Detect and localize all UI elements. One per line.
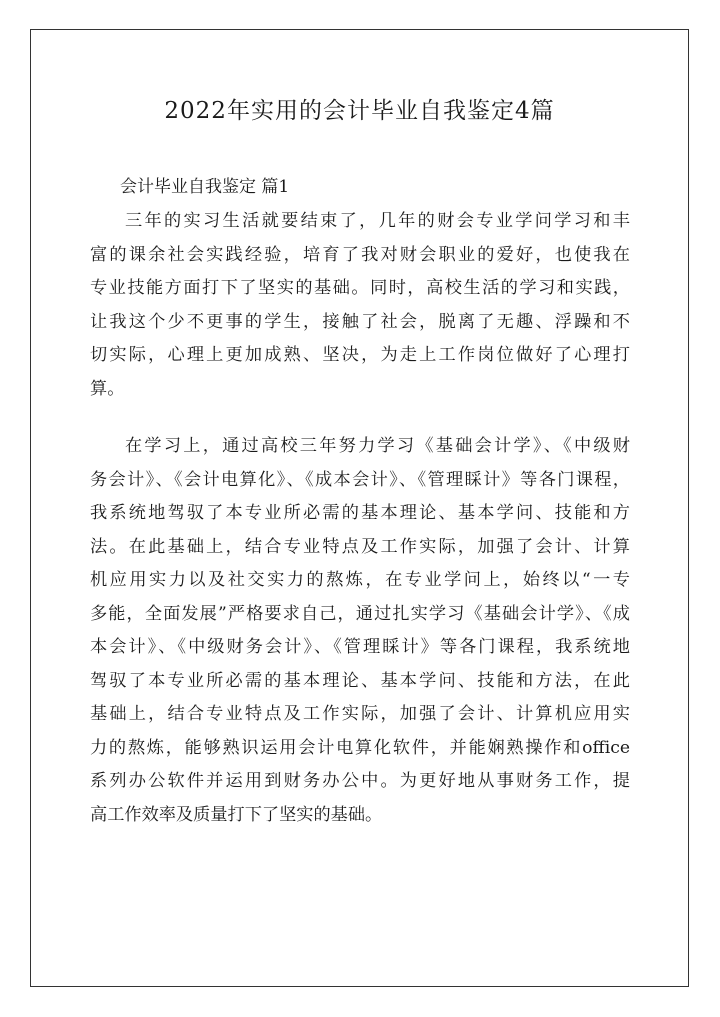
paragraph-line: 系列办公软件并运用到财务办公中。为更好地从事财务工作，提 [90,771,630,791]
paragraph-line: 多能，全面发展”严格要求自己，通过扎实学习《基础会计学》、《成 [90,603,630,624]
paragraph-1 [90,205,630,406]
paragraph-line: 驾驭了本专业所必需的基本理论、基本学问、技能和方法，在此 [90,670,630,691]
paragraph-line: 富的课余社会实践经验，培育了我对财会职业的爱好，也使我在 [90,244,630,265]
paragraph-line: 在学习上，通过高校三年努力学习《基础会计学》、《中级财 [125,436,630,456]
document-title: 2022年实用的会计毕业自我鉴定4篇 [164,98,555,124]
paragraph-line: 机应用实力以及社交实力的熬炼，在专业学问上，始终以“一专 [90,570,630,590]
paragraph-line: 本会计》、《中级财务会计》、《管理睬计》等各门课程，我系统地 [90,637,630,657]
paragraph-line: 基础上，结合专业特点及工作实际，加强了会计、计算机应用实 [90,704,630,724]
paragraph-2 [90,430,630,832]
paragraph-line: 法。在此基础上，结合专业特点及工作实际，加强了会计、计算 [90,536,630,557]
paragraph-line: 切实际，心理上更加成熟、坚决，为走上工作岗位做好了心理打 [90,345,630,365]
paragraph-line: 我系统地驾驭了本专业所必需的基本理论、基本学问、技能和方 [90,503,630,523]
paragraph-line: 让我这个少不更事的学生，接触了社会，脱离了无趣、浮躁和不 [90,311,630,332]
paragraph-line: 高工作效率及质量打下了坚实的基础。 [90,804,383,825]
section-heading: 会计毕业自我鉴定 篇1 [120,177,290,197]
paragraph-line: 三年的实习生活就要结束了，几年的财会专业学问学习和丰 [125,211,630,231]
paragraph-line: 专业技能方面打下了坚实的基础。同时，高校生活的学习和实践， [90,278,630,298]
paragraph-line: 力的熬炼，能够熟识运用会计电算化软件，并能娴熟操作和office [90,737,630,758]
paragraph-line: 算。 [90,378,125,399]
paragraph-line: 务会计》、《会计电算化》、《成本会计》、《管理睬计》等各门课程， [90,469,630,490]
